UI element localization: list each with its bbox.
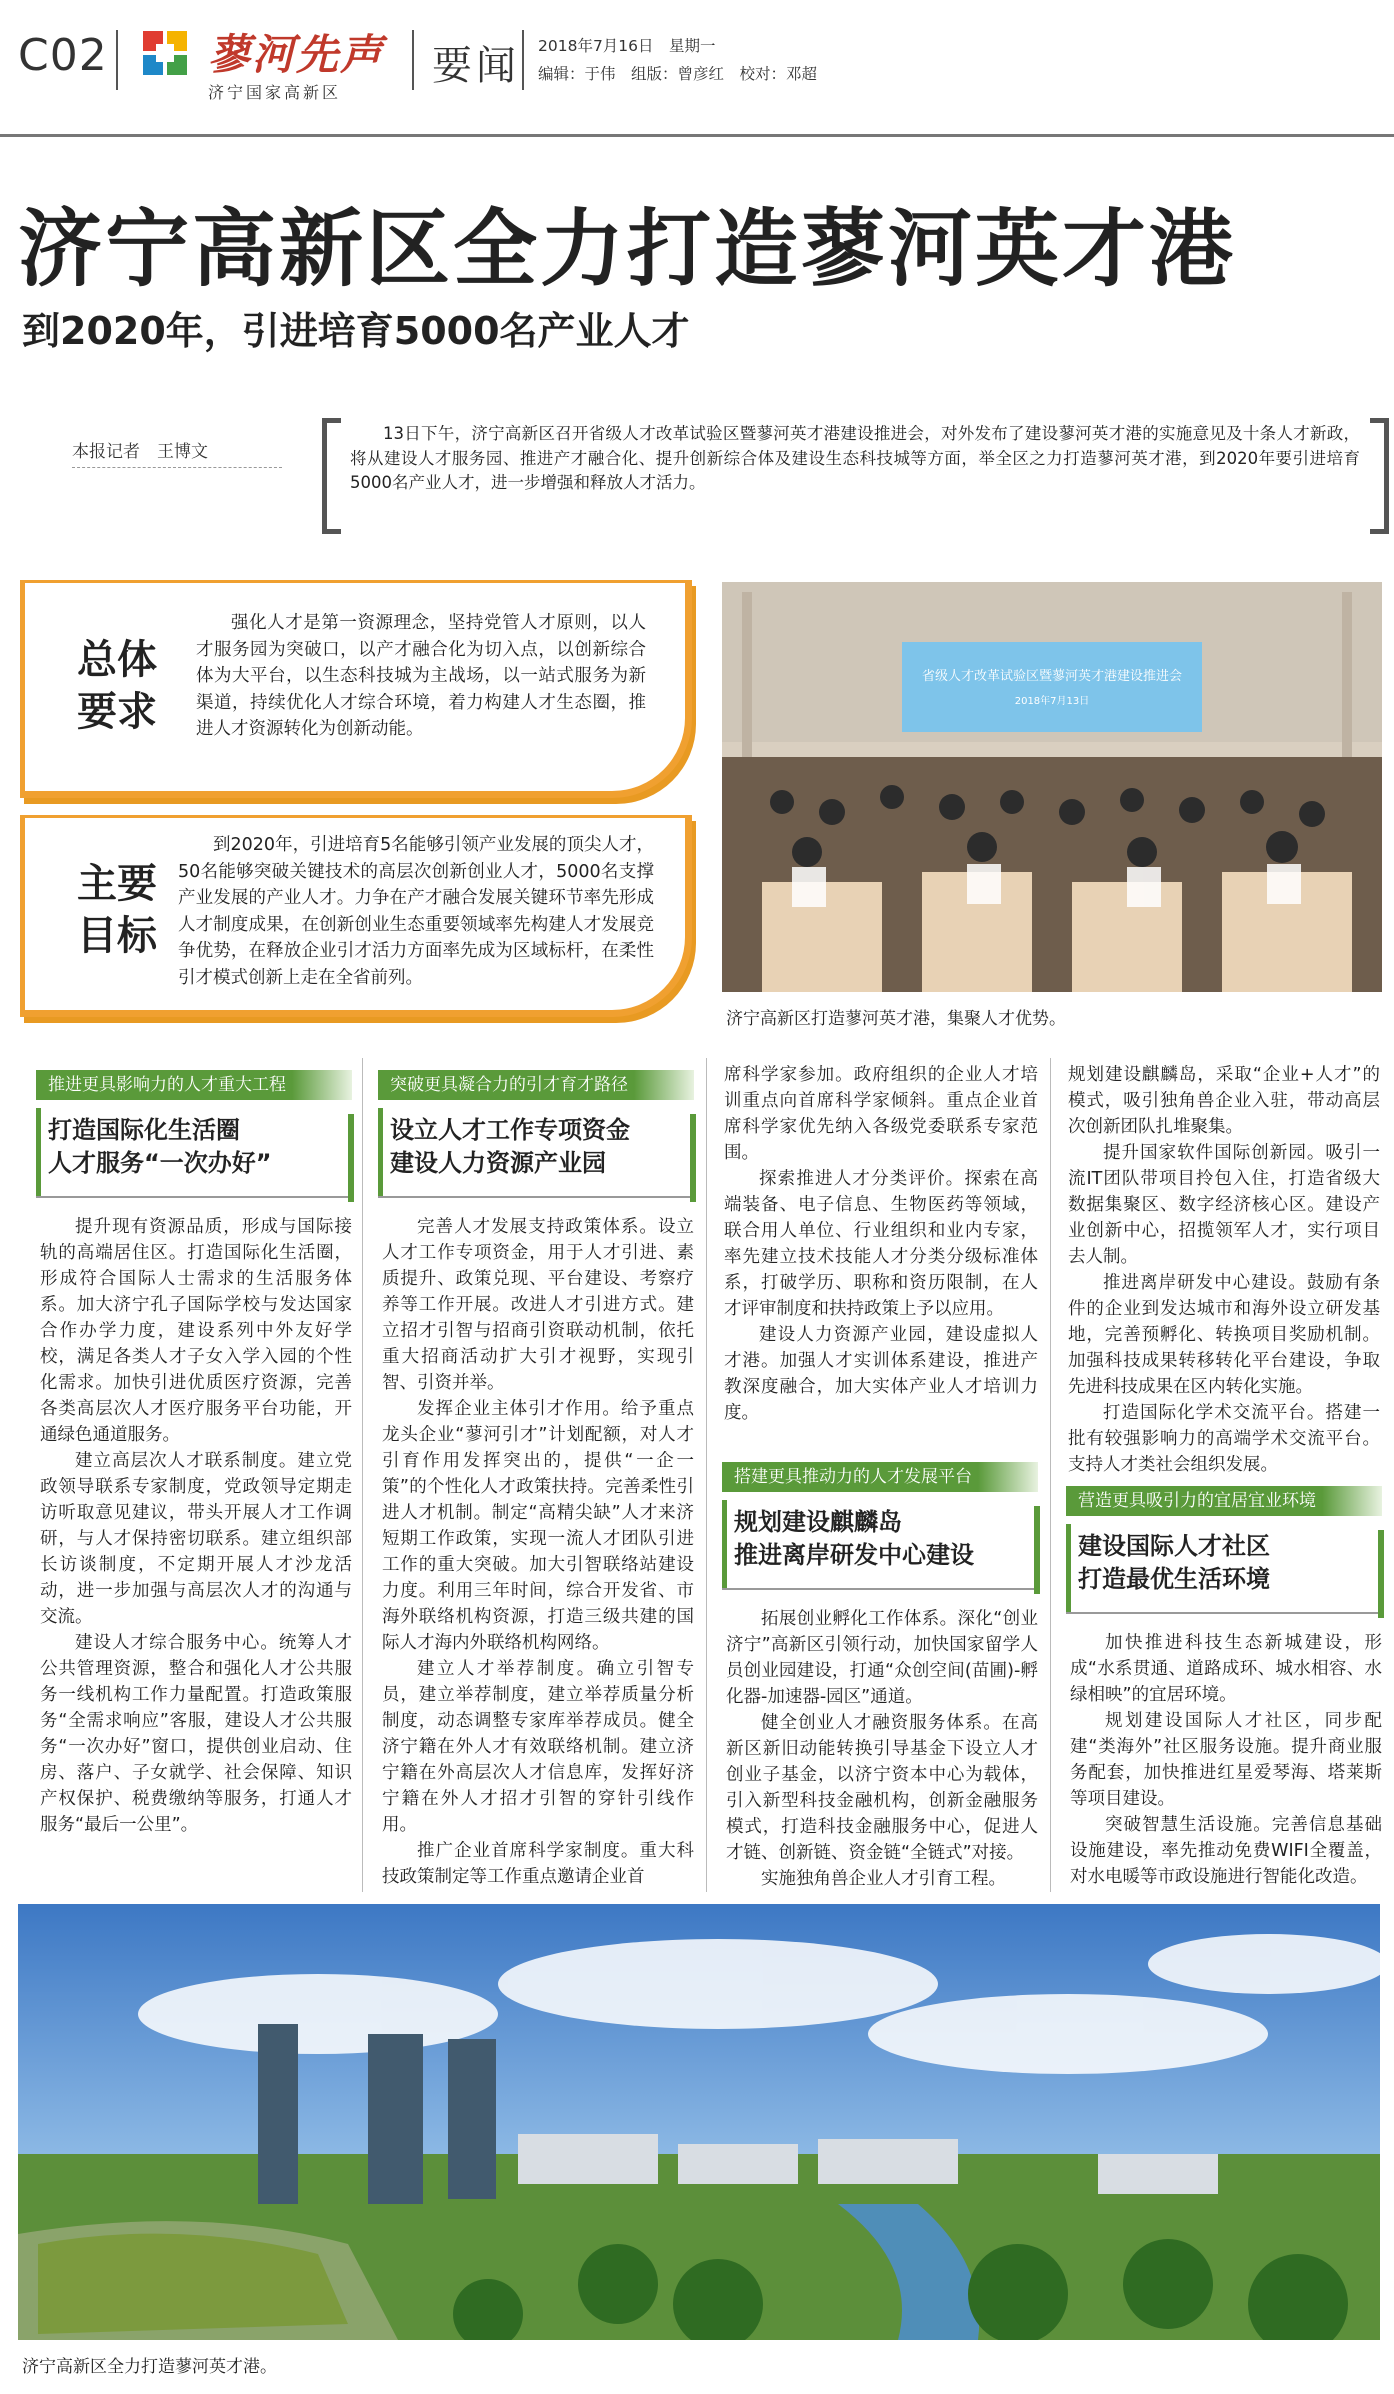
main-goals-title: 主要 目标: [77, 861, 157, 959]
header-rule: [0, 134, 1394, 137]
byline-rule: [72, 467, 282, 468]
column-band: 搭建更具推动力的人才发展平台: [722, 1462, 1038, 1492]
newspaper-logo-text: 蓼河先声: [208, 30, 385, 79]
lead-bracket-left: [322, 418, 341, 534]
column-body: 规划建设麒麟岛，采取“企业+人才”的模式，吸引独角兽企业入驻，带动高层次创新团队扎堆聚集。 提升国家软件国际创新园。吸引一流IT团队带项目拎包入住，打造省级大数据集聚区、数字经济核心区。建设产业创新中心，招揽领军人才，实行项目去人制。 推进离岸研发中心建设。鼓励有条件的企业到发达城市和海外设立研发基地，完善预孵化、转换项目奖励机制。加强科技成果转移转化平台建设，争取先进科技成果在区内转化实施。 打造国际化学术交流平台。搭建一批有较强影响力的高端学术交流平台。支持人才类社会组织发展。: [1068, 1065, 1380, 1475]
overall-requirements-text: 强化人才是第一资源理念，坚持党管人才原则，以人才服务园为突破口，以产才融合化为切入点，以创新综合体为大平台，以生态科技城为主战场，以一站式服务为新渠道，持续优化人才综合环境，着力构建人才生态圈，推进人才资源转化为创新动能。: [196, 613, 646, 739]
column-title: 规划建设麒麟岛 推进离岸研发中心建设: [722, 1500, 1034, 1590]
column-body: 完善人才发展支持政策体系。设立人才工作专项资金，用于人才引进、素质提升、政策兑现、平台建设、考察疗养等工作开展。改进人才引进方式。建立招才引智与招商引资联动机制，依托重大招商活动扩大引才视野，实现引智、引资并举。 发挥企业主体引才作用。给予重点龙头企业“蓼河引才”计划配额，对人才引育作用发挥突出的，提供“一企一策”的个性化人才政策扶持。完善柔性引进人才机制。制定“高精尖缺”人才来济短期工作政策，实现一流人才团队引进工作的重大突破。加大引智联络站建设力度。利用三年时间，综合开发省、市海外联络机构资源，打造三级共建的国际人才海内外联络机构网络。 建立人才举荐制度。确立引智专员，建立举荐制度，建立举荐质量分析制度，动态调整专家库举荐成员。健全济宁籍在外人才有效联络机制。建立济宁籍在外高层次人才信息库，发挥好济宁籍在外人才招才引智的穿针引线作用。 推广企业首席科学家制度。重大科技政策制定等工作重点邀请企业首: [382, 1217, 694, 1887]
reporter-byline: 本报记者 王博文: [72, 442, 208, 462]
column-title: 设立人才工作专项资金 建设人力资源产业园: [378, 1108, 690, 1198]
section-name: 要闻: [432, 43, 520, 89]
column-title: 打造国际化生活圈 人才服务“一次办好”: [36, 1108, 348, 1198]
column-band: 推进更具影响力的人才重大工程: [36, 1070, 352, 1100]
column-body: 席科学家参加。政府组织的企业人才培训重点向首席科学家倾斜。重点企业首席科学家优先纳入各级党委联系专家范围。 探索推进人才分类评价。探索在高端装备、电子信息、生物医药等领域，联合用人单位、行业组织和业内专家，率先建立技术技能人才分类分级标准体系，打破学历、职称和资历限制，在人才评审制度和扶持政策上予以应用。 建设人力资源产业园，建设虚拟人才港。加强人才实训体系建设，推进产教深度融合，加大实体产业人才培训力度。: [724, 1065, 1038, 1423]
city-photo-caption: 济宁高新区全力打造蓼河英才港。: [22, 2357, 277, 2377]
dateline: 2018年7月16日 星期一: [538, 37, 716, 55]
column-body: 拓展创业孵化工作体系。深化“创业济宁”高新区引领行动，加快国家留学人员创业园建设，打通“众创空间(苗圃)-孵化器-加速器-园区”通道。 健全创业人才融资服务体系。在高新区新旧动能转换引导基金下设立人才创业子基金，以济宁资本中心为载体，引入新型科技金融机构，创新金融服务模式，打造科技金融服务中心，促进人才链、创新链、资金链“全链式”对接。 实施独角兽企业人才引育工程。: [726, 1609, 1038, 1889]
lead-bracket-right: [1370, 418, 1389, 534]
overall-requirements-title: 总体 要求: [77, 637, 157, 735]
screen-date: 2018年7月13日: [1014, 696, 1090, 707]
column-body: 提升现有资源品质，形成与国际接轨的高端居住区。打造国际化生活圈，形成符合国际人士需求的生活服务体系。加大济宁孔子国际学校与发达国家合作办学力度，建设系列中外友好学校，满足各类人才子女入学入园的个性化需求。加快引进优质医疗资源，完善各类高层次人才医疗服务平台功能，开通绿色通道服务。 建立高层次人才联系制度。建立党政领导联系专家制度，党政领导定期走访听取意见建议，带头开展人才工作调研，与人才保持密切联系。建立组织部长访谈制度，不定期开展人才沙龙活动，进一步加强与高层次人才的沟通与交流。 建设人才综合服务中心。统筹人才公共管理资源，整合和强化人才公共服务一线机构工作力量配置。打造政策服务“全需求响应”客服，建设人才公共服务“一次办好”窗口，提供创业启动、住房、落户、子女就学、社会保障、知识产权保护、税费缴纳等服务，打通人才服务“最后一公里”。: [40, 1217, 352, 1835]
column-band: 营造更具吸引力的宜居宜业环境: [1066, 1486, 1382, 1516]
editor-credits: 编辑：于伟 组版：曾彦红 校对：邓超: [538, 65, 818, 83]
column-body: 加快推进科技生态新城建设，形成“水系贯通、道路成环、城水相容、水绿相映”的宜居环境。 规划建设国际人才社区，同步配建“类海外”社区服务设施。提升商业服务配套，加快推进红星爱琴海、塔莱斯等项目建设。 突破智慧生活设施。完善信息基础设施建设，率先推动免费WIFI全覆盖，对水电暖等市政设施进行智能化改造。: [1070, 1633, 1382, 1887]
lead-paragraph: 13日下午，济宁高新区召开省级人才改革试验区暨蓼河英才港建设推进会，对外发布了建设蓼河英才港的实施意见及十条人才新政，将从建设人才服务园、推进产才融合化、提升创新综合体及建设生态科技城等方面，举全区之力打造蓼河英才港，到2020年要引进培育5000名产业人才，进一步增强和释放人才活力。: [350, 424, 1360, 492]
main-goals-text: 到2020年，引进培育5名能够引领产业发展的顶尖人才，50名能够突破关键技术的高层次创新创业人才，5000名支撑产业发展的产业人才。力争在产才融合发展关键环节率先形成人才制度成果，在创新创业生态重要领域率先构建人才发展竞争优势，在释放企业引才活力方面率先成为区域标杆，在柔性引才模式创新上走在全省前列。: [178, 835, 654, 988]
photo-caption: 济宁高新区打造蓼河英才港，集聚人才优势。: [726, 1009, 1066, 1029]
city-aerial-photo: [18, 1904, 1380, 2340]
page-number: C02: [18, 30, 108, 81]
column-title: 建设国际人才社区 打造最优生活环境: [1066, 1524, 1378, 1614]
column-rule: [362, 1058, 363, 1892]
headline: 济宁高新区全力打造蓼河英才港: [18, 200, 1237, 298]
screen-title: 省级人才改革试验区暨蓼河英才港建设推进会: [921, 669, 1183, 684]
newspaper-logo-icon: [140, 28, 190, 78]
subheadline: 到2020年，引进培育5000名产业人才: [22, 309, 690, 353]
conference-photo: [722, 582, 1382, 992]
header-divider: [412, 30, 414, 90]
header-divider: [522, 30, 524, 90]
header-divider: [116, 30, 118, 90]
column-rule: [1050, 1058, 1051, 1892]
newspaper-logo-sub: 济宁国家高新区: [208, 83, 342, 102]
column-band: 突破更具凝合力的引才育才路径: [378, 1070, 694, 1100]
column-rule: [706, 1058, 707, 1892]
